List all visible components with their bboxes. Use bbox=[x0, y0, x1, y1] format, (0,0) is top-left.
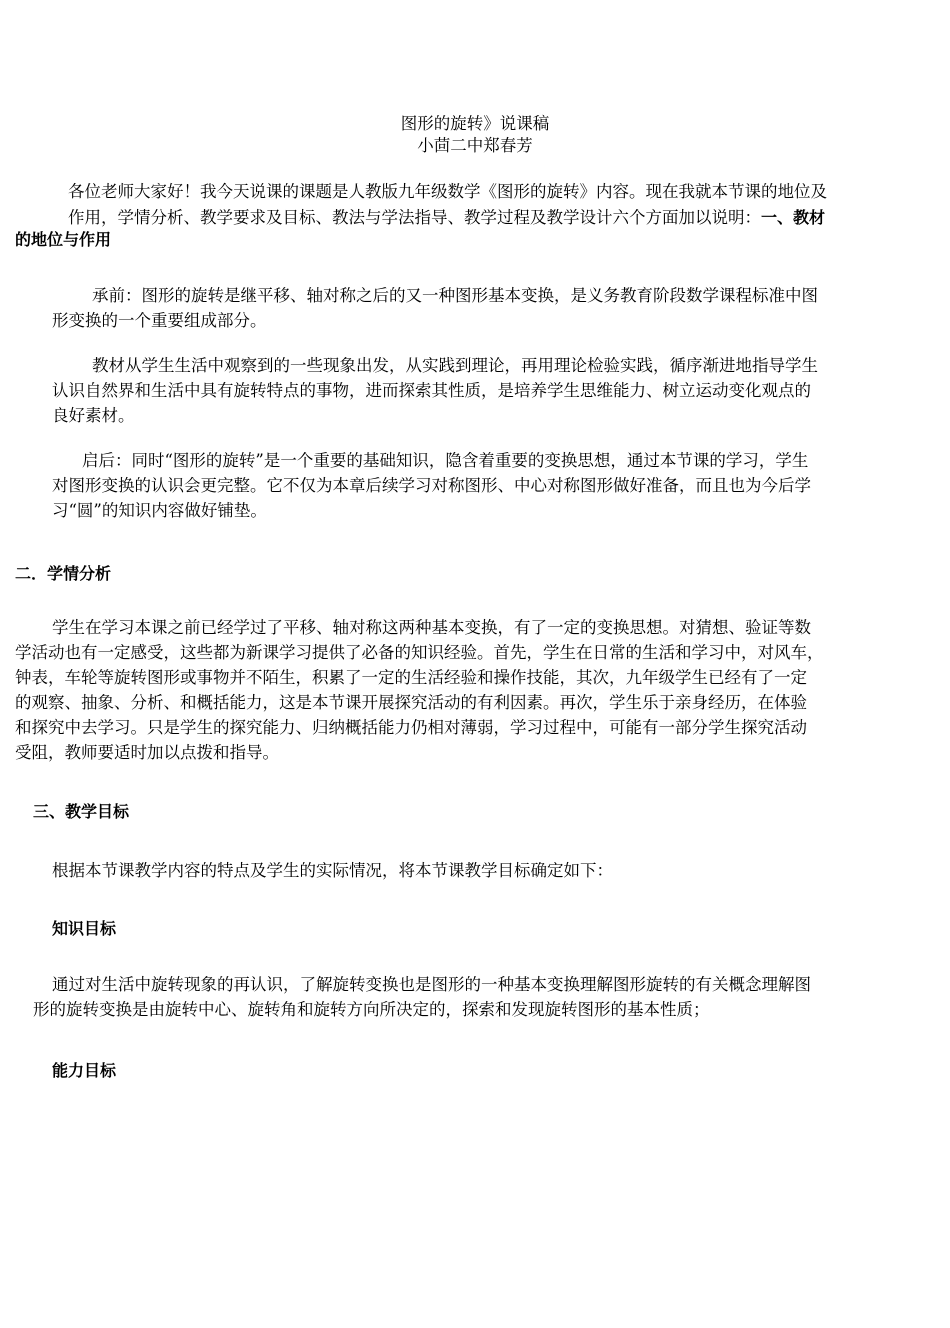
s2-p1-line-6: 受阻，教师要适时加以点拨和指导。 bbox=[15, 743, 279, 762]
s2-p1-line-1: 学生在学习本课之前已经学过了平移、轴对称这两种基本变换，有了一定的变换思想。对猜想、验证等数 bbox=[52, 618, 811, 637]
intro-line-1: 各位老师大家好！我今天说课的课题是人教版九年级数学《图形的旋转》内容。现在我就本节课的地位及 bbox=[68, 182, 827, 201]
knowledge-goal-heading: 知识目标 bbox=[52, 919, 117, 938]
s1-p2-line-1: 教材从学生生活中观察到的一些现象出发，从实践到理论，再用理论检验实践，循序渐进地指导学生 bbox=[92, 356, 818, 375]
s1-p1-line-2: 形变换的一个重要组成部分。 bbox=[52, 311, 267, 330]
s1-p2-line-2: 认识自然界和生活中具有旋转特点的事物，进而探索其性质，是培养学生思维能力、树立运动变化观点的 bbox=[52, 381, 811, 400]
section2-heading: 二．学情分析 bbox=[15, 564, 112, 583]
s1-p2-line-3: 良好素材。 bbox=[52, 406, 135, 425]
s1-p3-line-1: 启后：同时“图形的旋转”是一个重要的基础知识，隐含着重要的变换思想，通过本节课的学习，学生 bbox=[82, 451, 809, 470]
intro-line-2-text: 作用，学情分析、教学要求及目标、教法与学法指导、教学过程及教学设计六个方面加以说明： bbox=[68, 208, 761, 227]
section1-heading-part1: 一、教材 bbox=[761, 208, 826, 227]
intro-line-2 bbox=[68, 206, 825, 230]
document-title: 图形的旋转》说课稿 bbox=[400, 114, 550, 133]
document-author: 小茴二中郑春芳 bbox=[417, 136, 533, 155]
s2-p1-line-5: 和探究中去学习。只是学生的探究能力、归纳概括能力仍相对薄弱，学习过程中，可能有一部分学生探究活动 bbox=[15, 718, 807, 737]
s3-intro: 根据本节课教学内容的特点及学生的实际情况，将本节课教学目标确定如下： bbox=[52, 861, 613, 880]
knowledge-line-2: 形的旋转变换是由旋转中心、旋转角和旋转方向所决定的，探索和发现旋转图形的基本性质； bbox=[33, 1000, 710, 1019]
s1-p1-line-1: 承前：图形的旋转是继平移、轴对称之后的又一种图形基本变换，是义务教育阶段数学课程标准中图 bbox=[92, 286, 818, 305]
s2-p1-line-2: 学活动也有一定感受，这些都为新课学习提供了必备的知识经验。首先，学生在日常的生活和学习中，对风车， bbox=[15, 643, 824, 662]
s2-p1-line-4: 的观察、抽象、分析、和概括能力，这是本节课开展探究活动的有利因素。再次，学生乐于亲身经历，在体验 bbox=[15, 693, 807, 712]
s1-p3-line-2: 对图形变换的认识会更完整。它不仅为本章后续学习对称图形、中心对称图形做好准备，而且也为今后学 bbox=[52, 476, 811, 495]
ability-goal-heading: 能力目标 bbox=[52, 1061, 117, 1080]
section3-heading: 三、教学目标 bbox=[33, 802, 130, 821]
s1-p3-line-3: 习“圆”的知识内容做好铺垫。 bbox=[52, 501, 267, 520]
s2-p1-line-3: 钟表，车轮等旋转图形或事物并不陌生，积累了一定的生活经验和操作技能，其次，九年级学生已经有了一定 bbox=[15, 668, 807, 687]
section1-heading-part2: 的地位与作用 bbox=[15, 230, 112, 249]
knowledge-line-1: 通过对生活中旋转现象的再认识，了解旋转变换也是图形的一种基本变换理解图形旋转的有关概念理解图 bbox=[52, 975, 811, 994]
